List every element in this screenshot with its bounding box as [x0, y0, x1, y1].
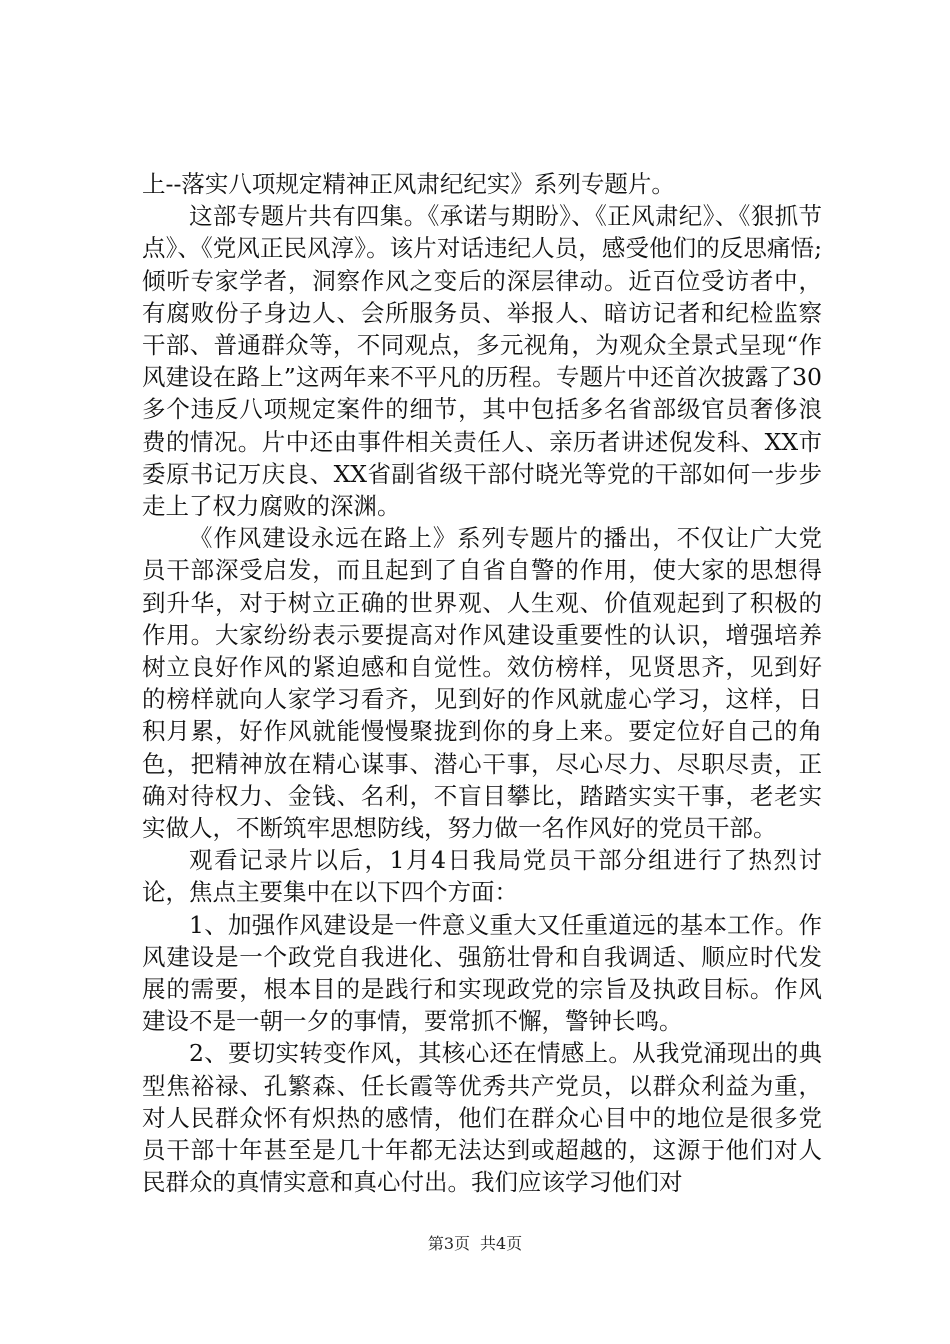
paragraph-4: 观看记录片以后，1月4日我局党员干部分组进行了热烈讨论，焦点主要集中在以下四个方面： [142, 846, 822, 907]
paragraph-5: 1、加强作风建设是一件意义重大又任重道远的基本工作。作风建设是一个政党自我进化、强筋壮骨和自我调适、顺应时代发展的需要，根本目的是践行和实现政党的宗旨及执政目标。作风建设不是一朝一夕的事情，要常抓不懈，警钟长鸣。 [142, 910, 822, 1036]
paragraph-2: 这部专题片共有四集。《承诺与期盼》、《正风肃纪》、《狠抓节点》、《党风正民风淳》。该片对话违纪人员，感受他们的反思痛悟;倾听专家学者，洞察作风之变后的深层律动。近百位受访者中，有腐败份子身边人、会所服务员、举报人、暗访记者和纪检监察干部、普通群众等，不同观点，多元视角，为观众全景式呈现“作风建设在路上”这两年来不平凡的历程。专题片中还首次披露了30多个违反八项规定案件的细节，其中包括多名省部级官员奢侈浪费的情况。片中还由事件相关责任人、亲历者讲述倪发科、XX市委原书记万庆良、XX省副省级干部付晓光等党的干部如何一步步走上了权力腐败的深渊。 [142, 202, 822, 521]
paragraph-6: 2、要切实转变作风，其核心还在情感上。从我党涌现出的典型焦裕禄、孔繁森、任长霞等优秀共产党员，以群众利益为重，对人民群众怀有炽热的感情，他们在群众心目中的地位是很多党员干部十年甚至是几十年都无法达到或超越的，这源于他们对人民群众的真情实意和真心付出。我们应该学习他们对 [142, 1039, 822, 1197]
page-total: 共4页 [480, 1234, 523, 1253]
paragraph-1: 上--落实八项规定精神正风肃纪纪实》系列专题片。 [142, 170, 675, 198]
page-number: 第3页 [427, 1234, 470, 1253]
document-body [142, 168, 822, 1199]
page-footer [0, 1234, 950, 1254]
paragraph-3: 《作风建设永远在路上》系列专题片的播出，不仅让广大党员干部深受启发，而且起到了自省自警的作用，使大家的思想得到升华，对于树立正确的世界观、人生观、价值观起到了积极的作用。大家纷纷表示要提高对作风建设重要性的认识，增强培养树立良好作风的紧迫感和自觉性。效仿榜样，见贤思齐，见到好的榜样就向人家学习看齐，见到好的作风就虚心学习，这样，日积月累，好作风就能慢慢聚拢到你的身上来。要定位好自己的角色，把精神放在精心谋事、潜心干事，尽心尽力、尽职尽责，正确对待权力、金钱、名利，不盲目攀比，踏踏实实干事，老老实实做人，不断筑牢思想防线，努力做一名作风好的党员干部。 [142, 524, 822, 843]
